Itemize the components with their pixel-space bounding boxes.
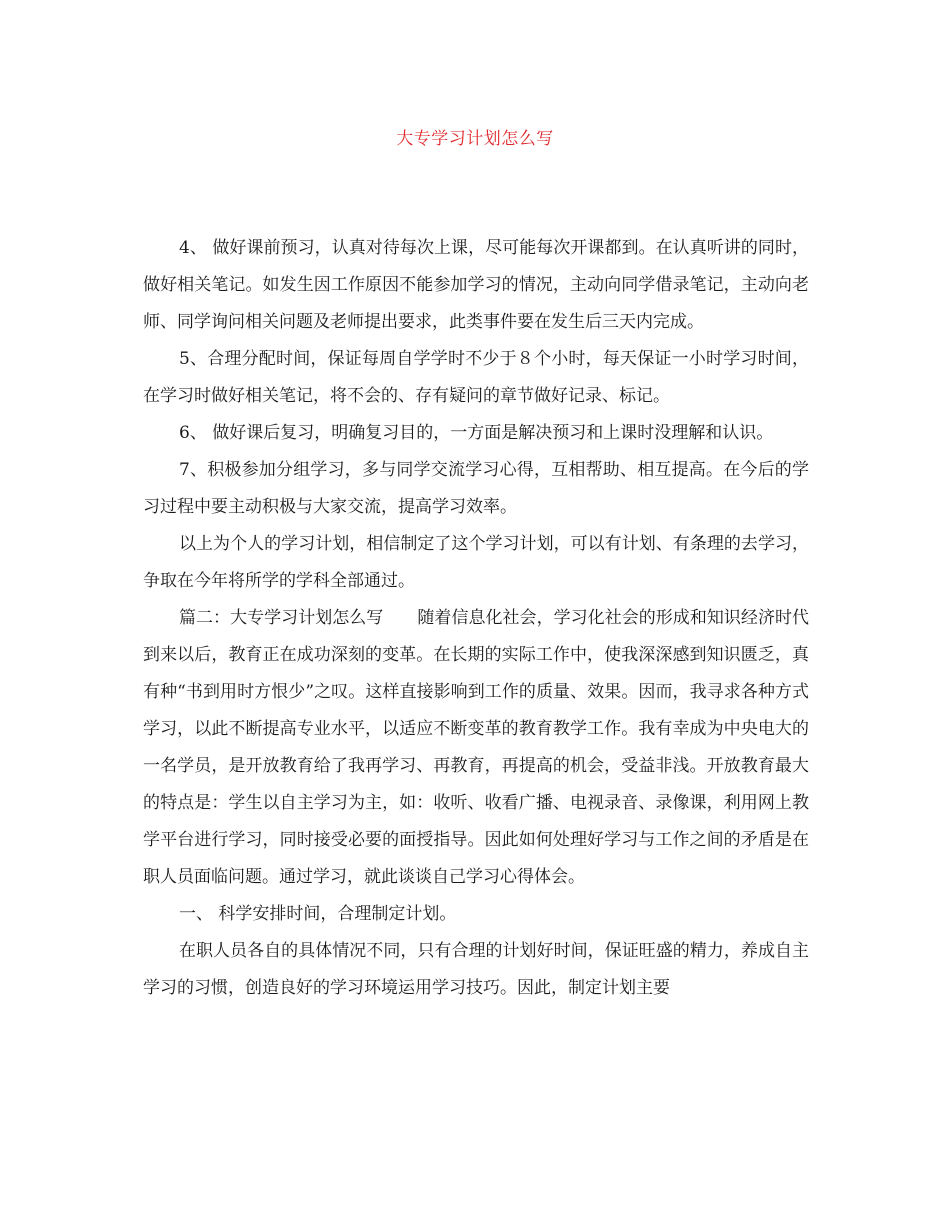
section-heading-one: 一、 科学安排时间，合理制定计划。 xyxy=(179,904,457,924)
paragraph-part-two: 篇二：大专学习计划怎么写 随着信息化社会，学习化社会的形成和知识经济时代到来以后，教育正在成功深刻的变革。在长期的实际工作中，使我深深感到知识匮乏，真有种“书到用时方恨少”之叹。这样直接影响到工作的质量、效果。因而，我寻求各种方式学习，以此不断提高专业水平，以适应不断变革的教育教学工作。我有幸成为中央电大的一名学员，是开放教育给了我再学习、再教育，再提高的机会，受益非浅。开放教育最大的特点是：学生以自主学习为主，如：收听、收看广播、电视录音、录像课，利用网上教学平台进行学习，同时接受必要的面授指导。因此如何处理好学习与工作之间的矛盾是在职人员面临问题。通过学习，就此谈谈自己学习心得体会。 xyxy=(143,608,809,887)
paragraph-item-6: 6、 做好课后复习，明确复习目的，一方面是解决预习和上课时没理解和认识。 xyxy=(179,423,774,443)
paragraph-item-4: 4、 做好课前预习，认真对待每次上课，尽可能每次开课都到。在认真听讲的同时，做好相关笔记。如发生因工作原因不能参加学习的情况，主动向同学借录笔记，主动向老师、同学询问相关问题及老师提出要求，此类事件要在发生后三天内完成。 xyxy=(143,238,809,332)
document-title: 大专学习计划怎么写 xyxy=(396,129,554,149)
paragraph-summary: 以上为个人的学习计划，相信制定了这个学习计划，可以有计划、有条理的去学习，争取在今年将所学的学科全部通过。 xyxy=(143,534,809,591)
paragraph-section-one: 在职人员各自的具体情况不同，只有合理的计划好时间，保证旺盛的精力，养成自主学习的习惯，创造良好的学习环境运用学习技巧。因此，制定计划主要 xyxy=(143,941,809,998)
document-body xyxy=(143,230,809,1007)
paragraph-item-5: 5、合理分配时间，保证每周自学学时不少于８个小时，每天保证一小时学习时间，在学习时做好相关笔记，将不会的、存有疑问的章节做好记录、标记。 xyxy=(143,349,809,406)
paragraph-item-7: 7、积极参加分组学习，多与同学交流学习心得，互相帮助、相互提高。在今后的学习过程中要主动积极与大家交流，提高学习效率。 xyxy=(143,460,809,517)
